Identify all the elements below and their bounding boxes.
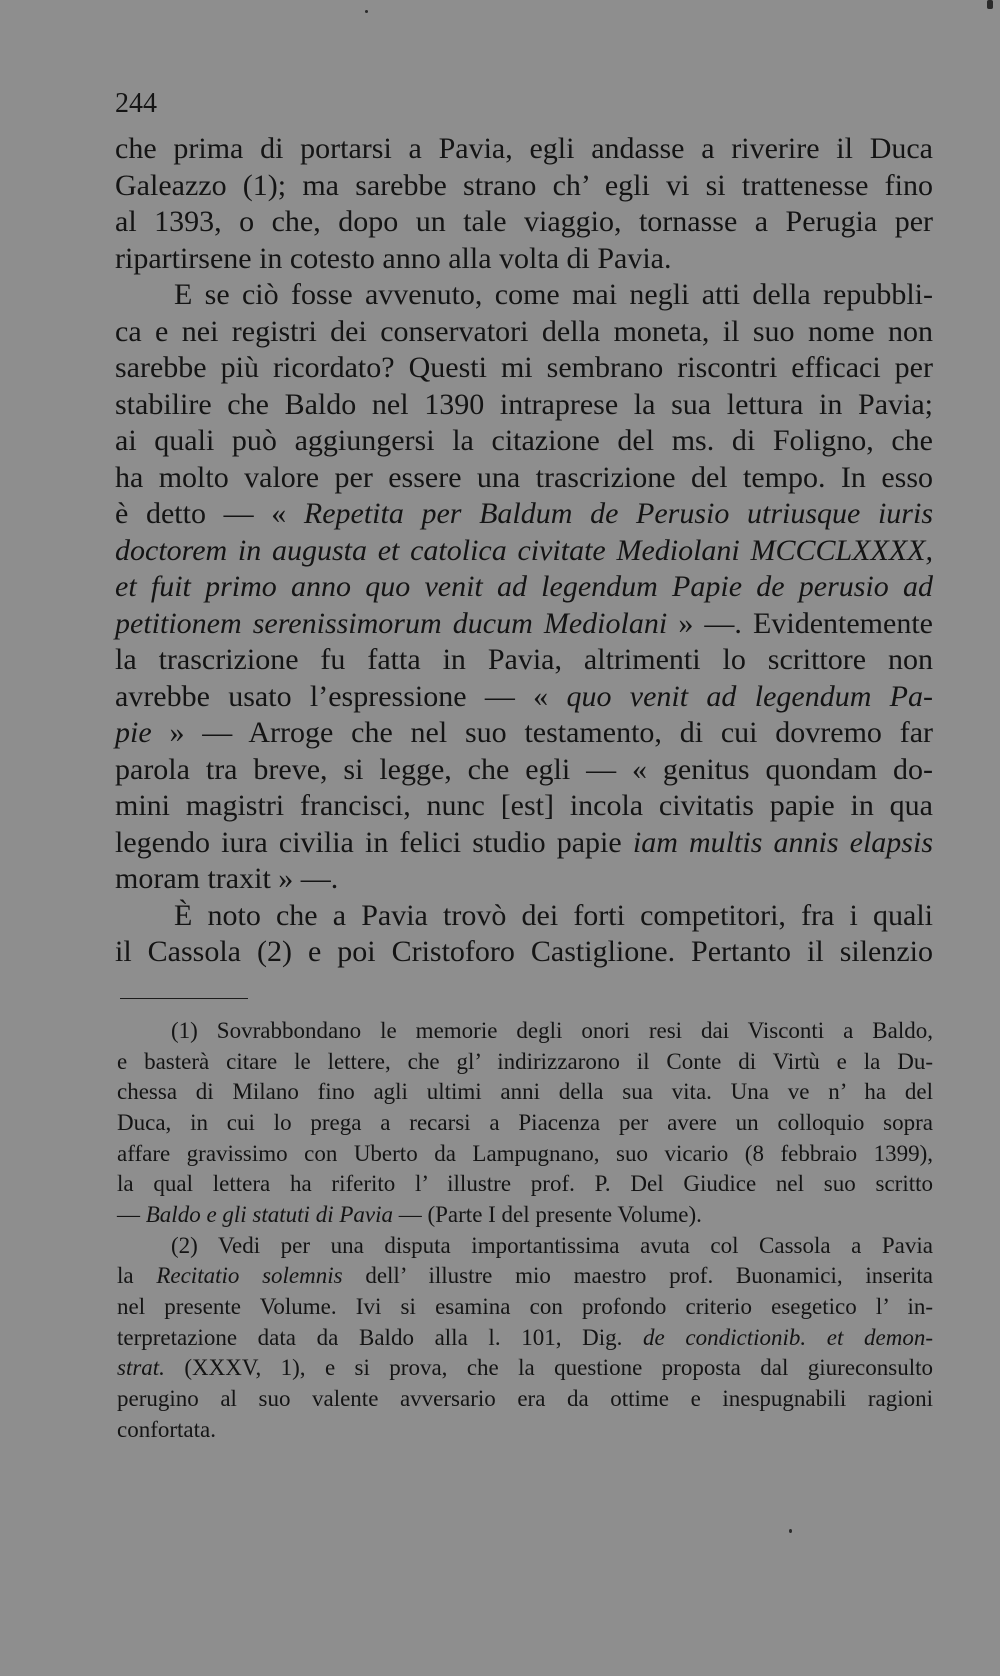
text-segment: il Cassola (2) e poi Cristoforo Castiglione. Pertanto il silenzio (115, 935, 933, 968)
footnote-line (117, 1077, 933, 1108)
italic-title: Recitatio solemnis (156, 1263, 343, 1289)
footnote-marker: (1) (171, 1018, 198, 1043)
footnote-2 (117, 1231, 933, 1446)
text-segment: » — Arroge che nel suo testamento, di cui dovremo far (169, 716, 933, 749)
text-segment: legendo iura civilia in felici studio papie (115, 825, 622, 859)
footnote-line (117, 1384, 933, 1415)
text-segment: Duca, in cui lo prega a recarsi a Piacenza per avere un colloquio sopra (117, 1109, 933, 1135)
text-line (115, 204, 933, 241)
text-segment: (XXXV, 1), e si prova, che la questione proposta dal giureconsulto (184, 1355, 933, 1381)
text-segment: la (117, 1263, 134, 1289)
italic-quotation: petitionem serenissimorum ducum Mediolani (115, 606, 668, 640)
text-segment: al 1393, o che, dopo un tale viaggio, tornasse a Perugia per (115, 205, 933, 238)
text-line (115, 277, 933, 314)
footnote-line (117, 1261, 933, 1292)
text-segment: parola tra breve, si legge, che egli — « genitus quondam do- (115, 752, 933, 786)
italic-quotation: pie (115, 716, 152, 749)
italic-quotation: Repetita per Baldum de Perusio utriusque iuris (303, 497, 933, 530)
text-line (115, 788, 933, 825)
text-segment: dell’ illustre mio maestro prof. Buonamici, inserita (365, 1263, 934, 1289)
footnote-line (117, 1292, 933, 1323)
text-segment: confortata. (117, 1416, 216, 1442)
text-segment: avrebbe usato l’espressione — « (115, 679, 549, 713)
text-segment: chessa di Milano fino agli ultimi anni della sua vita. Una ve n’ ha del (117, 1079, 933, 1105)
text-segment: moram traxit » —. (115, 862, 339, 895)
italic-title: Baldo e gli statuti di Pavia (145, 1201, 393, 1227)
footnote-line (117, 1415, 933, 1446)
text-line (115, 241, 933, 278)
scan-speck (987, 0, 993, 9)
italic-quotation: et fuit primo anno quo venit ad legendum Papie de perusio ad (115, 570, 933, 603)
scan-speck (365, 10, 368, 13)
text-line (115, 423, 933, 460)
text-line (115, 642, 933, 679)
footnote-line (117, 1200, 933, 1231)
footnote-line (117, 1139, 933, 1170)
text-segment: Vedi per una disputa importantissima avuta col Cassola a Pavia (217, 1232, 933, 1258)
italic-quotation: doctorem in augusta et catolica civitate Mediolani MCCCLXXXX, (115, 533, 933, 567)
text-segment: — (Parte I del presente Volume). (398, 1201, 702, 1227)
footnote-line (117, 1108, 933, 1139)
text-segment: sarebbe più ricordato? Questi mi sembrano riscontri efficaci per (115, 351, 933, 384)
text-line (115, 679, 933, 716)
text-line (115, 569, 933, 606)
text-segment: Sovrabbondano le memorie degli onori resi dai Visconti a Baldo, (216, 1018, 934, 1043)
footnotes (117, 1016, 933, 1445)
text-segment: » —. Evidentemente (678, 606, 933, 640)
text-segment: ha molto valore per essere una trascrizione del tempo. In esso (115, 460, 933, 494)
text-segment: mini magistri francisci, nunc [est] incola civitatis papie in qua (115, 789, 933, 822)
text-line (115, 460, 933, 497)
footnote-line (117, 1231, 933, 1262)
text-line (115, 496, 933, 533)
footnote-1 (117, 1016, 933, 1231)
footnote-line (117, 1353, 933, 1384)
text-segment: nel presente Volume. Ivi si esamina con profondo criterio esegetico l’ in- (117, 1293, 933, 1319)
text-line (115, 606, 933, 643)
text-line (115, 350, 933, 387)
text-line (115, 825, 933, 862)
footnote-line (117, 1016, 933, 1047)
footnote-line (117, 1169, 933, 1200)
text-segment: E se ciò fosse avvenuto, come mai negli atti della repubbli- (174, 278, 933, 311)
text-line (115, 898, 933, 935)
text-segment: affare gravissimo con Uberto da Lampugnano, suo vicario (8 febbraio 1399), (117, 1140, 933, 1166)
main-text (115, 131, 933, 971)
text-line (115, 861, 933, 898)
text-segment: terpretazione data da Baldo alla l. 101, Dig. (117, 1324, 623, 1350)
text-line (115, 752, 933, 789)
text-segment: — (117, 1201, 140, 1227)
italic-citation: strat. (117, 1355, 165, 1381)
italic-citation: de condictionib. et demon- (643, 1324, 934, 1350)
text-segment: che prima di portarsi a Pavia, egli andasse a riverire il Duca (115, 132, 933, 165)
text-segment: ai quali può aggiungersi la citazione del ms. di Foligno, che (115, 424, 933, 457)
text-segment: la trascrizione fu fatta in Pavia, altrimenti lo scrittore non (115, 643, 933, 676)
text-segment: ripartirsene in cotesto anno alla volta di Pavia. (115, 241, 672, 275)
text-segment: e basterà citare le lettere, che gl’ indirizzarono il Conte di Virtù e la Du- (117, 1048, 933, 1074)
italic-phrase: iam multis annis elapsis (632, 825, 933, 859)
text-segment: la qual lettera ha riferito l’ illustre prof. P. Del Giudice nel suo scritto (117, 1171, 933, 1197)
text-segment: ca e nei registri dei conservatori della moneta, il suo nome non (115, 314, 933, 348)
page-number: 244 (115, 88, 157, 119)
text-line (115, 715, 933, 752)
text-segment: è detto — « (115, 497, 287, 530)
text-line (115, 168, 933, 205)
text-line (115, 934, 933, 971)
text-line (115, 314, 933, 351)
footnote-separator-rule (120, 998, 248, 999)
text-line (115, 131, 933, 168)
footnote-line (117, 1323, 933, 1354)
scan-speck (789, 1529, 792, 1533)
footnote-marker: (2) (171, 1232, 198, 1258)
italic-quotation: quo venit ad legendum Pa- (566, 679, 934, 713)
text-segment: perugino al suo valente avversario era da ottime e inespugnabili ragioni (117, 1385, 933, 1411)
text-segment: È noto che a Pavia trovò dei forti competitori, fra i quali (174, 898, 933, 932)
text-segment: stabilire che Baldo nel 1390 intraprese la sua lettura in Pavia; (115, 387, 933, 421)
text-segment: Galeazzo (1); ma sarebbe strano ch’ egli vi si trattenesse fino (115, 168, 933, 202)
footnote-line (117, 1047, 933, 1078)
text-line (115, 387, 933, 424)
text-line (115, 533, 933, 570)
